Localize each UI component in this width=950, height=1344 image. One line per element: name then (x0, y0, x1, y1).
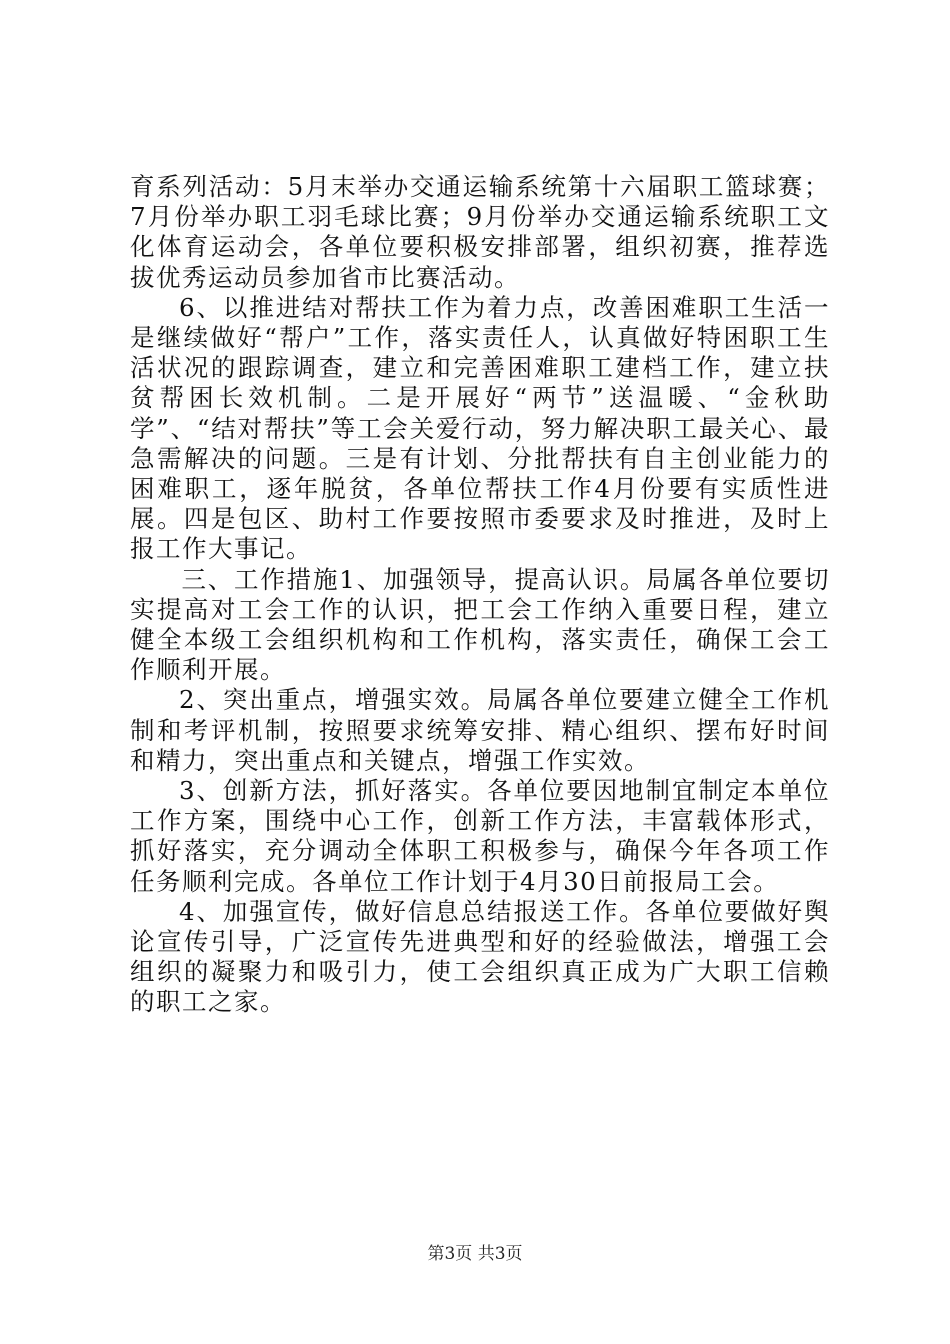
paragraph-item-4: 4、加强宣传，做好信息总结报送工作。各单位要做好舆论宣传引导，广泛宣传先进典型和好的经验做法，增强工会组织的凝聚力和吸引力，使工会组织真正成为广大职工信赖的职工之家。 (130, 896, 830, 1017)
paragraph-item-6: 6、以推进结对帮扶工作为着力点，改善困难职工生活一是继续做好“帮户”工作，落实责任人，认真做好特困职工生活状况的跟踪调查，建立和完善困难职工建档工作，建立扶贫帮困长效机制。二是开展好“两节”送温暖、“金秋助学”、“结对帮扶”等工会关爱行动，努力解决职工最关心、最急需解决的问题。三是有计划、分批帮扶有自主创业能力的困难职工，逐年脱贫，各单位帮扶工作4月份要有实质性进展。四是包区、助村工作要按照市委要求及时推进，及时上报工作大事记。 (130, 292, 830, 564)
document-body (130, 172, 830, 1018)
page-footer (0, 1243, 950, 1265)
paragraph-continued: 育系列活动：5月末举办交通运输系统第十六届职工篮球赛；7月份举办职工羽毛球比赛；9月份举办交通运输系统职工文化体育运动会，各单位要积极安排部署，组织初赛，推荐选拔优秀运动员参加省市比赛活动。 (130, 172, 830, 292)
paragraph-item-3: 3、创新方法，抓好落实。各单位要因地制宜制定本单位工作方案，围绕中心工作，创新工作方法，丰富载体形式，抓好落实，充分调动全体职工积极参与，确保今年各项工作任务顺利完成。各单位工作计划于4月30日前报局工会。 (130, 776, 830, 896)
page-number: 第3页 共3页 (427, 1244, 523, 1264)
paragraph-measures: 三、工作措施1、加强领导，提高认识。局属各单位要切实提高对工会工作的认识，把工会工作纳入重要日程，建立健全本级工会组织机构和工作机构，落实责任，确保工会工作顺利开展。 (130, 564, 830, 685)
paragraph-item-2: 2、突出重点，增强实效。局属各单位要建立健全工作机制和考评机制，按照要求统筹安排、精心组织、摆布好时间和精力，突出重点和关键点，增强工作实效。 (130, 685, 830, 775)
